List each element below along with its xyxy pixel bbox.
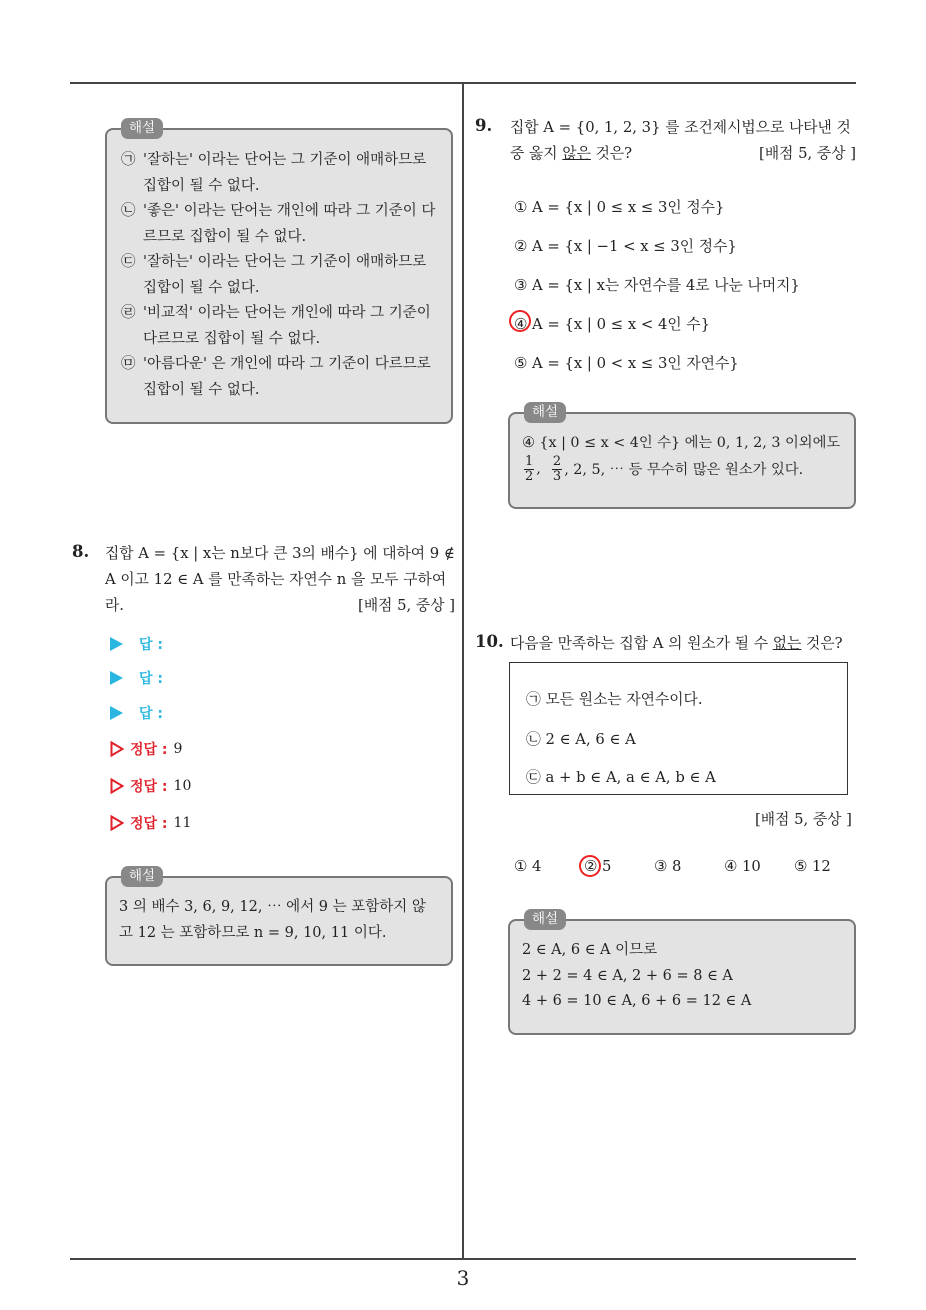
question-text-9: 집합 A = {0, 1, 2, 3} 를 조건제시법으로 나타낸 것 중 옳지 않은 것은? [배점 5, 중상 ] <box>510 115 856 167</box>
option-4[interactable]: ④ A = {x | 0 ≤ x < 4인 수} <box>514 316 711 333</box>
correct-answer-row: 정답 : 11 <box>110 813 191 833</box>
explanation-line: 4 + 6 = 10 ∈ A, 6 + 6 = 12 ∈ A <box>522 993 752 1009</box>
option-1[interactable]: ① 4 <box>514 858 542 875</box>
explanation-item: ㉣ '비교적' 이라는 단어는 개인에 따라 그 기준이 다르므로 집합이 될 수 없다. <box>121 305 431 347</box>
option-3[interactable]: ③ 8 <box>654 858 682 875</box>
play-triangle-icon <box>110 671 123 685</box>
score-label: [배점 5, 중상 ] <box>755 811 852 828</box>
explanation-tag: 해설 <box>524 402 566 423</box>
option-1[interactable]: ① A = {x | 0 ≤ x ≤ 3인 정수} <box>514 199 725 216</box>
question-text-8: 집합 A = {x | x는 n보다 큰 3의 배수} 에 대하여 9 ∉ A 이고 12 ∈ A 를 만족하는 자연수 n 을 모두 구하여라. [배점 5, 중상 ] <box>105 541 455 619</box>
answer-row[interactable]: 답 : <box>110 703 163 723</box>
question-text-10: 다음을 만족하는 집합 A 의 원소가 될 수 없는 것은? <box>510 635 843 652</box>
score-label: [배점 5, 중상 ] <box>759 145 856 162</box>
explanation-line: ④ {x | 0 ≤ x < 4인 수} 에는 0, 1, 2, 3 이외에도 <box>522 435 841 451</box>
explanation-line: 2 + 2 = 4 ∈ A, 2 + 6 = 8 ∈ A <box>522 967 733 984</box>
play-triangle-icon <box>110 706 123 720</box>
outline-triangle-icon <box>110 741 124 757</box>
explanation-box-q7 <box>105 120 453 424</box>
condition-item: ㉠ 모든 원소는 자연수이다. <box>526 691 703 708</box>
question-number-10: 10. <box>475 632 504 651</box>
outline-triangle-icon <box>110 778 124 794</box>
explanation-box-q9 <box>508 404 856 509</box>
page-number: 3 <box>456 1266 470 1290</box>
explanation-item: ㉡ '좋은' 이라는 단어는 개인에 따라 그 기준이 다르므로 집합이 될 수 없다. <box>121 203 436 245</box>
option-2[interactable]: ② A = {x | −1 < x ≤ 3인 정수} <box>514 238 737 255</box>
explanation-text: 3 의 배수 3, 6, 9, 12, ⋯ 에서 9 는 포함하지 않고 12 는 포함하므로 n = 9, 10, 11 이다. <box>119 899 426 941</box>
condition-item: ㉢ a + b ∈ A, a ∈ A, b ∈ A <box>526 769 716 786</box>
correct-answer-row: 정답 : 9 <box>110 739 182 759</box>
option-5[interactable]: ⑤ A = {x | 0 < x ≤ 3인 자연수} <box>514 355 739 372</box>
explanation-box-q10 <box>508 911 856 1035</box>
explanation-tag: 해설 <box>121 866 163 887</box>
play-triangle-icon <box>110 637 123 651</box>
condition-item: ㉡ 2 ∈ A, 6 ∈ A <box>526 731 636 748</box>
explanation-item: ㉠ '잘하는' 이라는 단어는 그 기준이 애매하므로 집합이 될 수 없다. <box>121 152 427 194</box>
option-3[interactable]: ③ A = {x | x는 자연수를 4로 나눈 나머지} <box>514 277 800 294</box>
correct-mark-circle <box>579 855 601 877</box>
explanation-line: 1 2 , 2 3 , 2, 5, ⋯ 등 무수히 많은 원소가 있다. <box>525 453 804 484</box>
correct-mark-circle <box>509 310 531 332</box>
question-number-8: 8. <box>72 542 90 561</box>
explanation-item: ㉢ '잘하는' 이라는 단어는 그 기준이 애매하므로 집합이 될 수 없다. <box>121 254 427 296</box>
explanation-tag: 해설 <box>524 909 566 930</box>
explanation-tag: 해설 <box>121 118 163 139</box>
explanation-box-q8 <box>105 868 453 966</box>
answer-row[interactable]: 답 : <box>110 668 163 688</box>
option-5[interactable]: ⑤ 12 <box>794 858 831 875</box>
column-divider <box>462 83 464 1259</box>
score-label: [배점 5, 중상 ] <box>358 597 455 614</box>
outline-triangle-icon <box>110 815 124 831</box>
option-2[interactable]: ② 5 <box>584 858 612 875</box>
explanation-item: ㉤ '아름다운' 은 개인에 따라 그 기준이 다르므로 집합이 될 수 없다. <box>121 356 431 398</box>
explanation-line: 2 ∈ A, 6 ∈ A 이므로 <box>522 942 658 958</box>
answer-row[interactable]: 답 : <box>110 634 163 654</box>
correct-answer-row: 정답 : 10 <box>110 776 191 796</box>
question-number-9: 9. <box>475 116 493 135</box>
option-4[interactable]: ④ 10 <box>724 858 761 875</box>
